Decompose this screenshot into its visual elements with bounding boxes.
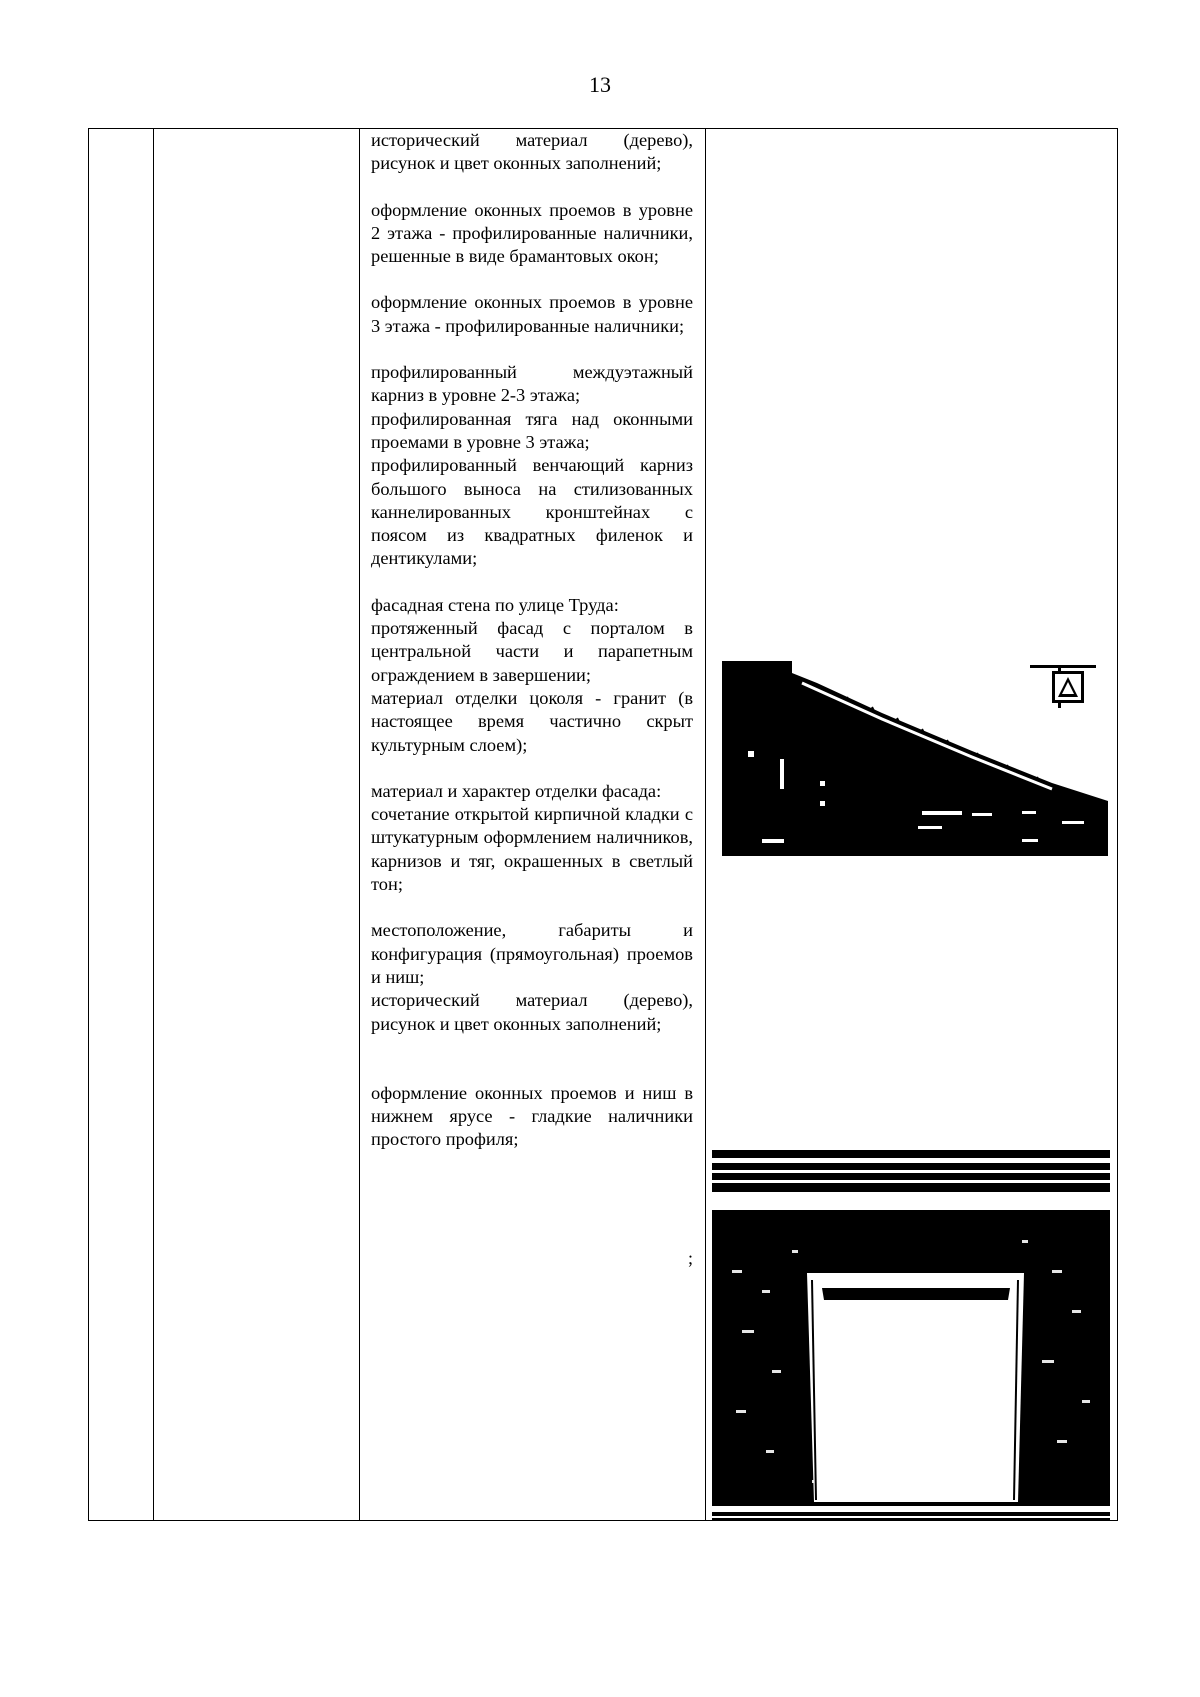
item-text: оформление оконных проемов в уровне 3 этажа - профилированные наличники; — [371, 292, 693, 336]
page-number: 13 — [589, 72, 611, 97]
item-text: оформление оконных проемов и ниш в нижнем ярусе - гладкие наличники простого профиля; — [371, 1082, 693, 1150]
item-text: профилированная тяга над оконными проемами в уровне 3 этажа; — [371, 408, 693, 452]
column-divider-1 — [153, 129, 154, 1520]
item-text: фасадная стена по улице Труда: — [371, 594, 619, 615]
item-text: сочетание открытой кирпичной кладки с штукатурным оформлением наличников, карнизов и тяг, окрашенных в светлый тон; — [371, 804, 693, 895]
item-text: исторический материал (дерево), рисунок и цвет оконных заполнений; — [371, 130, 693, 174]
item-text: профилированный междуэтажный карниз в уровне 2-3 этажа; — [371, 362, 693, 406]
item-text: исторический материал (дерево), рисунок и цвет оконных заполнений; — [371, 990, 693, 1034]
stray-semicolon: ; — [688, 1248, 694, 1268]
portal-niche-photo — [712, 1150, 1110, 1520]
item-text: материал отделки цоколя - гранит (в настоящее время частично скрыт культурным слоем); — [371, 687, 693, 755]
column-divider-3 — [705, 129, 706, 1520]
description-column — [371, 129, 693, 1152]
item-text: оформление оконных проемов в уровне 2 этажа - профилированные наличники, решенные в виде брамантовых окон; — [371, 199, 693, 267]
item-text: протяженный фасад с порталом в центральной части и парапетным ограждением в завершении; — [371, 618, 693, 685]
facade-street-view-photo — [722, 661, 1108, 856]
item-text: профилированный венчающий карниз большого выноса на стилизованных каннелированных кронштейнах с поясом из квадратных филенок и дентикулами; — [371, 455, 693, 569]
item-text: материал и характер отделки фасада: — [371, 780, 662, 801]
column-divider-2 — [359, 129, 360, 1520]
item-text: местоположение, габариты и конфигурация (прямоугольная) проемов и ниш; — [371, 920, 693, 987]
